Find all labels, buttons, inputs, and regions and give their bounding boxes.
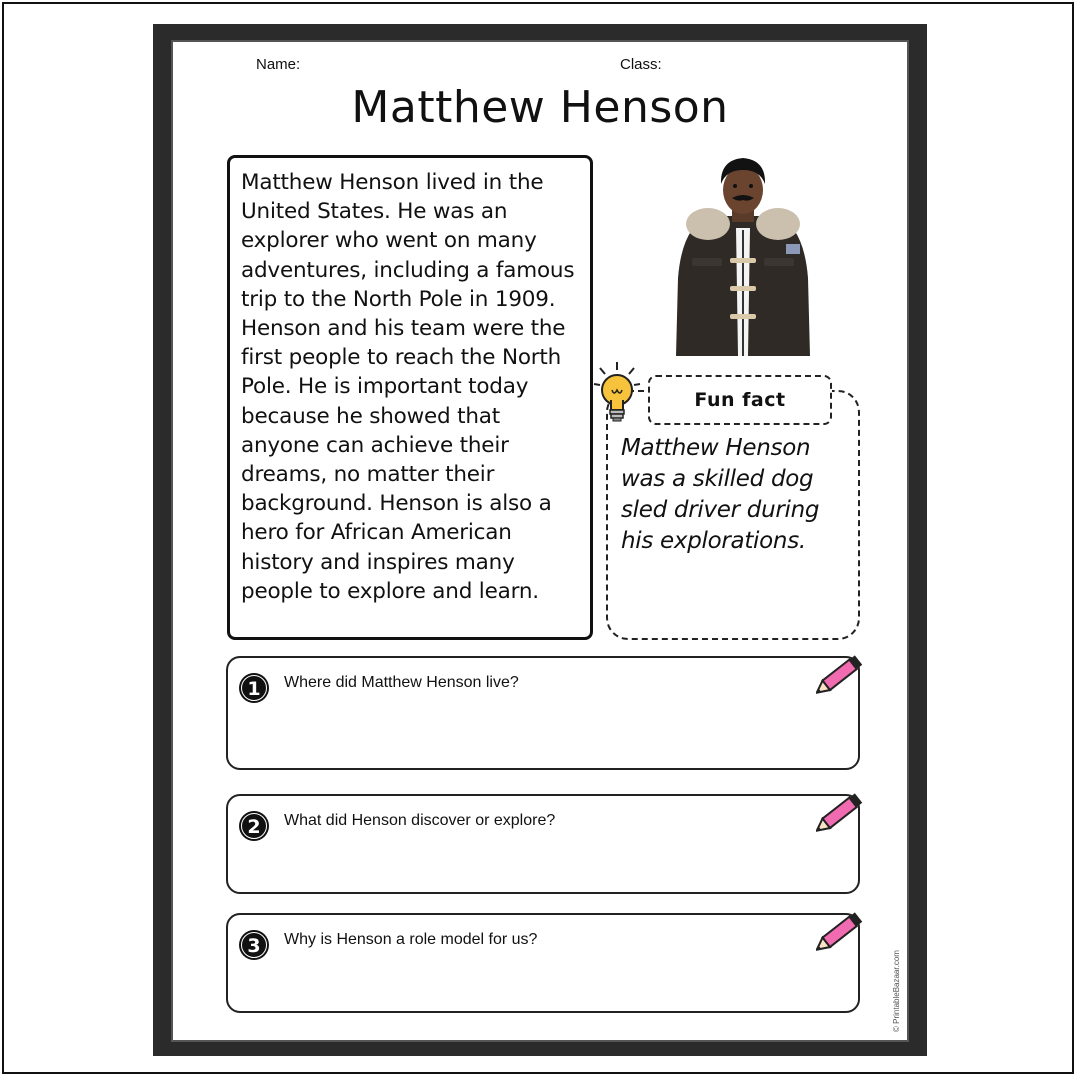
- number-three-icon: [238, 929, 270, 961]
- pencil-icon: [816, 907, 868, 953]
- question-box-2[interactable]: [226, 794, 860, 894]
- question-number: 2: [247, 816, 261, 838]
- question-number: 1: [247, 678, 261, 700]
- reading-passage-text: Matthew Henson lived in the United States. He was an explorer who went on many adventures, including a famous trip to the North Pole in 1909. Henson and his team were the first people to reach the North Pole. He is important today because he showed that anyone can achieve their dreams, no matter their background. Henson is also a hero for African American history and inspires many people to explore and learn.: [241, 170, 575, 604]
- question-text: What did Henson discover or explore?: [284, 812, 556, 829]
- site-credit: © PrintableBazaar.com: [892, 950, 901, 1032]
- fun-fact-heading: Fun fact: [648, 375, 832, 425]
- fun-fact-text: Matthew Henson was a skilled dog sled driver during his explorations.: [621, 435, 820, 554]
- question-box-3[interactable]: [226, 913, 860, 1013]
- pencil-icon: [816, 788, 868, 834]
- question-text: Where did Matthew Henson live?: [284, 674, 519, 691]
- page-title: Matthew Henson: [351, 82, 729, 133]
- pencil-icon: [816, 650, 868, 696]
- question-text: Why is Henson a role model for us?: [284, 931, 538, 948]
- name-label: Name:: [256, 56, 301, 73]
- class-label: Class:: [620, 56, 662, 73]
- number-two-icon: [238, 810, 270, 842]
- light-bulb-icon: [592, 360, 642, 424]
- reading-passage-box: [227, 155, 593, 640]
- explorer-portrait-icon: [668, 158, 818, 356]
- question-box-1[interactable]: [226, 656, 860, 770]
- number-one-icon: [238, 672, 270, 704]
- question-number: 3: [247, 935, 261, 957]
